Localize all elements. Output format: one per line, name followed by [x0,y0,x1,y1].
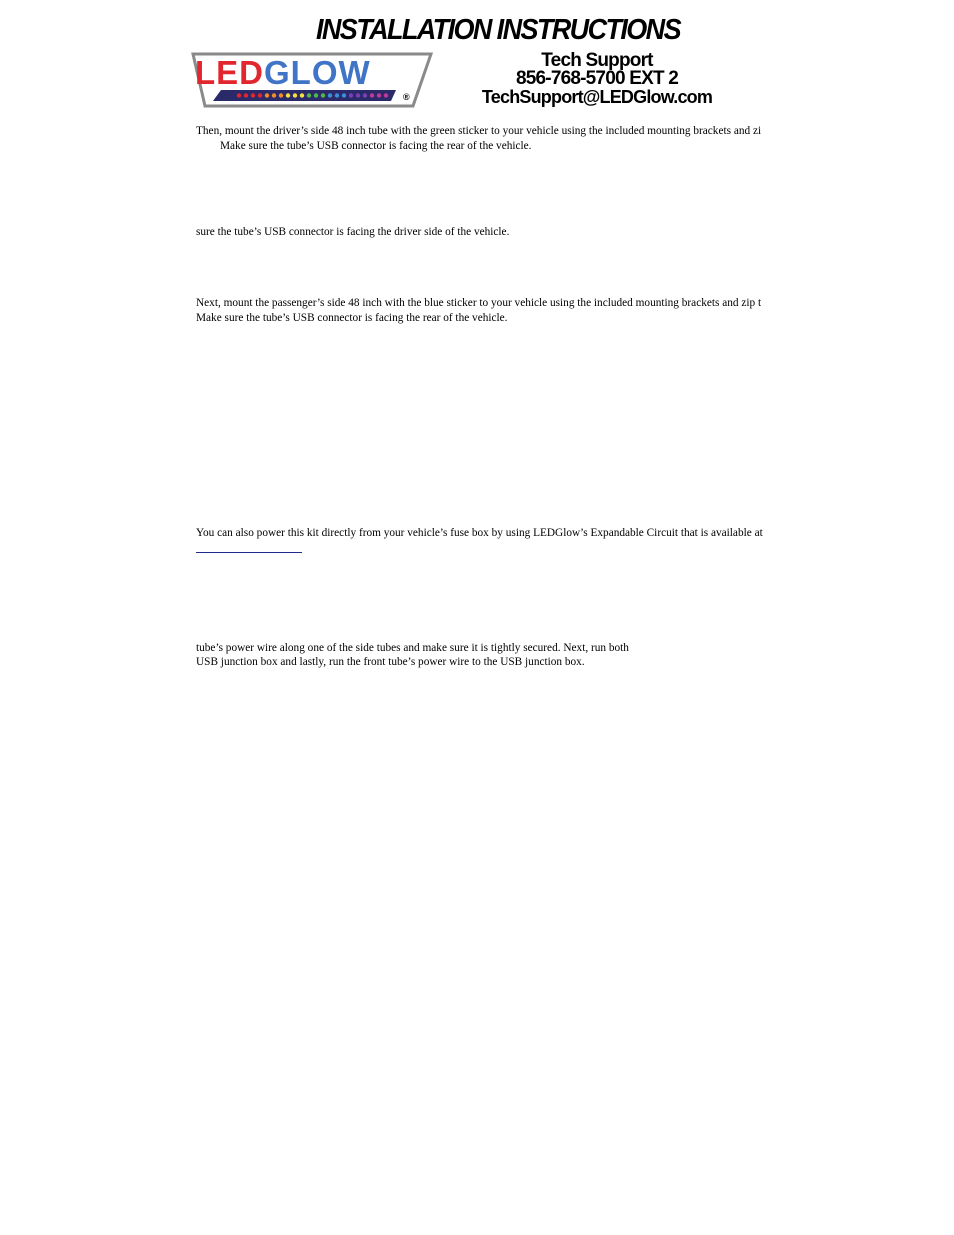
tech-support-phone: 856-768-5700 EXT 2 [516,68,678,89]
paragraph-4-line-1: You can also power this kit directly from your vehicle’s fuse box by using LEDGlow’s Expandable Circuit that is available at [196,527,763,539]
logo-dot [265,93,269,97]
tech-support-block [452,52,742,106]
link-underline[interactable] [196,552,302,553]
logo-dot [370,93,374,97]
logo-dot [300,93,304,97]
tech-support-email: TechSupport@LEDGlow.com [481,87,713,107]
paragraph-1-line-2: Make sure the tube’s USB connector is facing the rear of the vehicle. [220,140,532,152]
logo-dot [307,93,311,97]
logo-dot [244,93,248,97]
paragraph-3-line-1: Next, mount the passenger’s side 48 inch with the blue sticker to your vehicle using the included mounting brackets and zip t [196,297,762,309]
logo-dot [286,93,290,97]
logo-dot [314,93,318,97]
logo-dot [328,93,332,97]
paragraph-1-line-1: Then, mount the driver’s side 48 inch tube with the green sticker to your vehicle using the included mounting brackets and zi [196,125,762,137]
logo-dot [237,93,241,97]
logo-dot [356,93,360,97]
paragraph-5-line-1: tube’s power wire along one of the side tubes and make sure it is tightly secured. Next, run both [196,642,629,654]
logo-led-text: LED [195,54,264,91]
paragraph-2-line-1: sure the tube’s USB connector is facing the driver side of the vehicle. [196,226,510,238]
logo-glow-text: GLOW [264,54,371,91]
logo-dot [363,93,367,97]
logo-dot [335,93,339,97]
ledglow-logo [191,50,433,110]
registered-mark: ® [403,92,410,102]
paragraph-3-line-2: Make sure the tube’s USB connector is facing the rear of the vehicle. [196,312,508,324]
logo-dot [251,93,255,97]
logo-dot [279,93,283,97]
logo-dot [258,93,262,97]
logo-dot [377,93,381,97]
tech-support-label: Tech Support [541,50,653,71]
logo-dot [342,93,346,97]
logo-wordmark [195,56,371,89]
logo-dot [384,93,388,97]
page-title: INSTALLATION INSTRUCTIONS [316,14,680,46]
paragraph-5-line-2: USB junction box and lastly, run the front tube’s power wire to the USB junction box. [196,656,585,668]
logo-dot [321,93,325,97]
logo-dot [349,93,353,97]
logo-dot [293,93,297,97]
logo-dot [272,93,276,97]
